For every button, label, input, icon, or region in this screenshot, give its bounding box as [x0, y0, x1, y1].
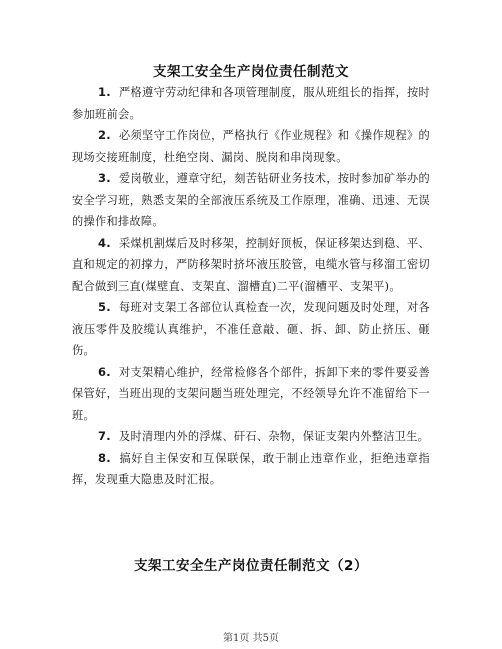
item-number: 6.: [98, 364, 111, 379]
list-item: [72, 297, 430, 362]
list-item: [72, 125, 430, 168]
item-text: 每班对支架工各部位认真检查一次，发现问题及时处理，对各液压零件及胶缆认真维护，不准任意敲、砸、拆、卸、防止挤压、砸伤。: [72, 301, 430, 357]
list-item: [72, 426, 430, 448]
list-item: [72, 82, 430, 125]
list-item: [72, 168, 430, 233]
item-number: 1.: [98, 85, 111, 99]
item-number: 5.: [98, 300, 111, 314]
page-footer: 第1页 共5页: [223, 633, 279, 644]
item-number: 8.: [98, 450, 111, 465]
list-item: [72, 448, 430, 491]
item-number: 2.: [98, 128, 111, 142]
item-list: [72, 82, 430, 491]
item-text: 采煤机割煤后及时移架，控制好顶板，保证移架达到稳、平、直和规定的初撑力，严防移架时挤坏液压胶管，电缆水管与移溜工密切配合做到三直(煤壁直、支架直、溜槽直)二平(溜槽平、支架平)。: [72, 236, 430, 293]
item-text: 及时清理内外的浮煤、矸石、杂物，保证支架内外整洁卫生。: [118, 430, 430, 443]
item-text: 对支架精心维护，经常检修各个部件，拆卸下来的零件要妥善保管好，当班出现的支架问题当班处理完，不经领导允许不准留给下一班。: [72, 365, 430, 422]
document-title: 支架工安全生产岗位责任制范文: [153, 64, 349, 80]
item-number: 4.: [98, 235, 111, 250]
item-number: 3.: [98, 171, 111, 185]
list-item: [72, 233, 430, 298]
item-text: 必须坚守工作岗位，严格执行《作业规程》和《操作规程》的现场交接班制度，杜绝空岗、漏岗、脱岗和串岗现象。: [72, 129, 430, 164]
item-text: 严格遵守劳动纪律和各项管理制度，服从班组长的指挥，按时参加班前会。: [72, 86, 430, 121]
item-text: 爱岗敬业，遵章守纪，刻苦钻研业务技术，按时参加矿举办的安全学习班，熟悉支架的全部液压系统及工作原理，准确、迅速、无误的操作和排故障。: [72, 172, 430, 228]
item-number: 7.: [98, 429, 111, 443]
section-title: 支架工安全生产岗位责任制范文（2）: [134, 558, 368, 574]
list-item: [72, 362, 430, 427]
item-text: 搞好自主保安和互保联保，敢于制止违章作业，拒绝违章指挥，发现重大隐患及时汇报。: [72, 451, 430, 486]
